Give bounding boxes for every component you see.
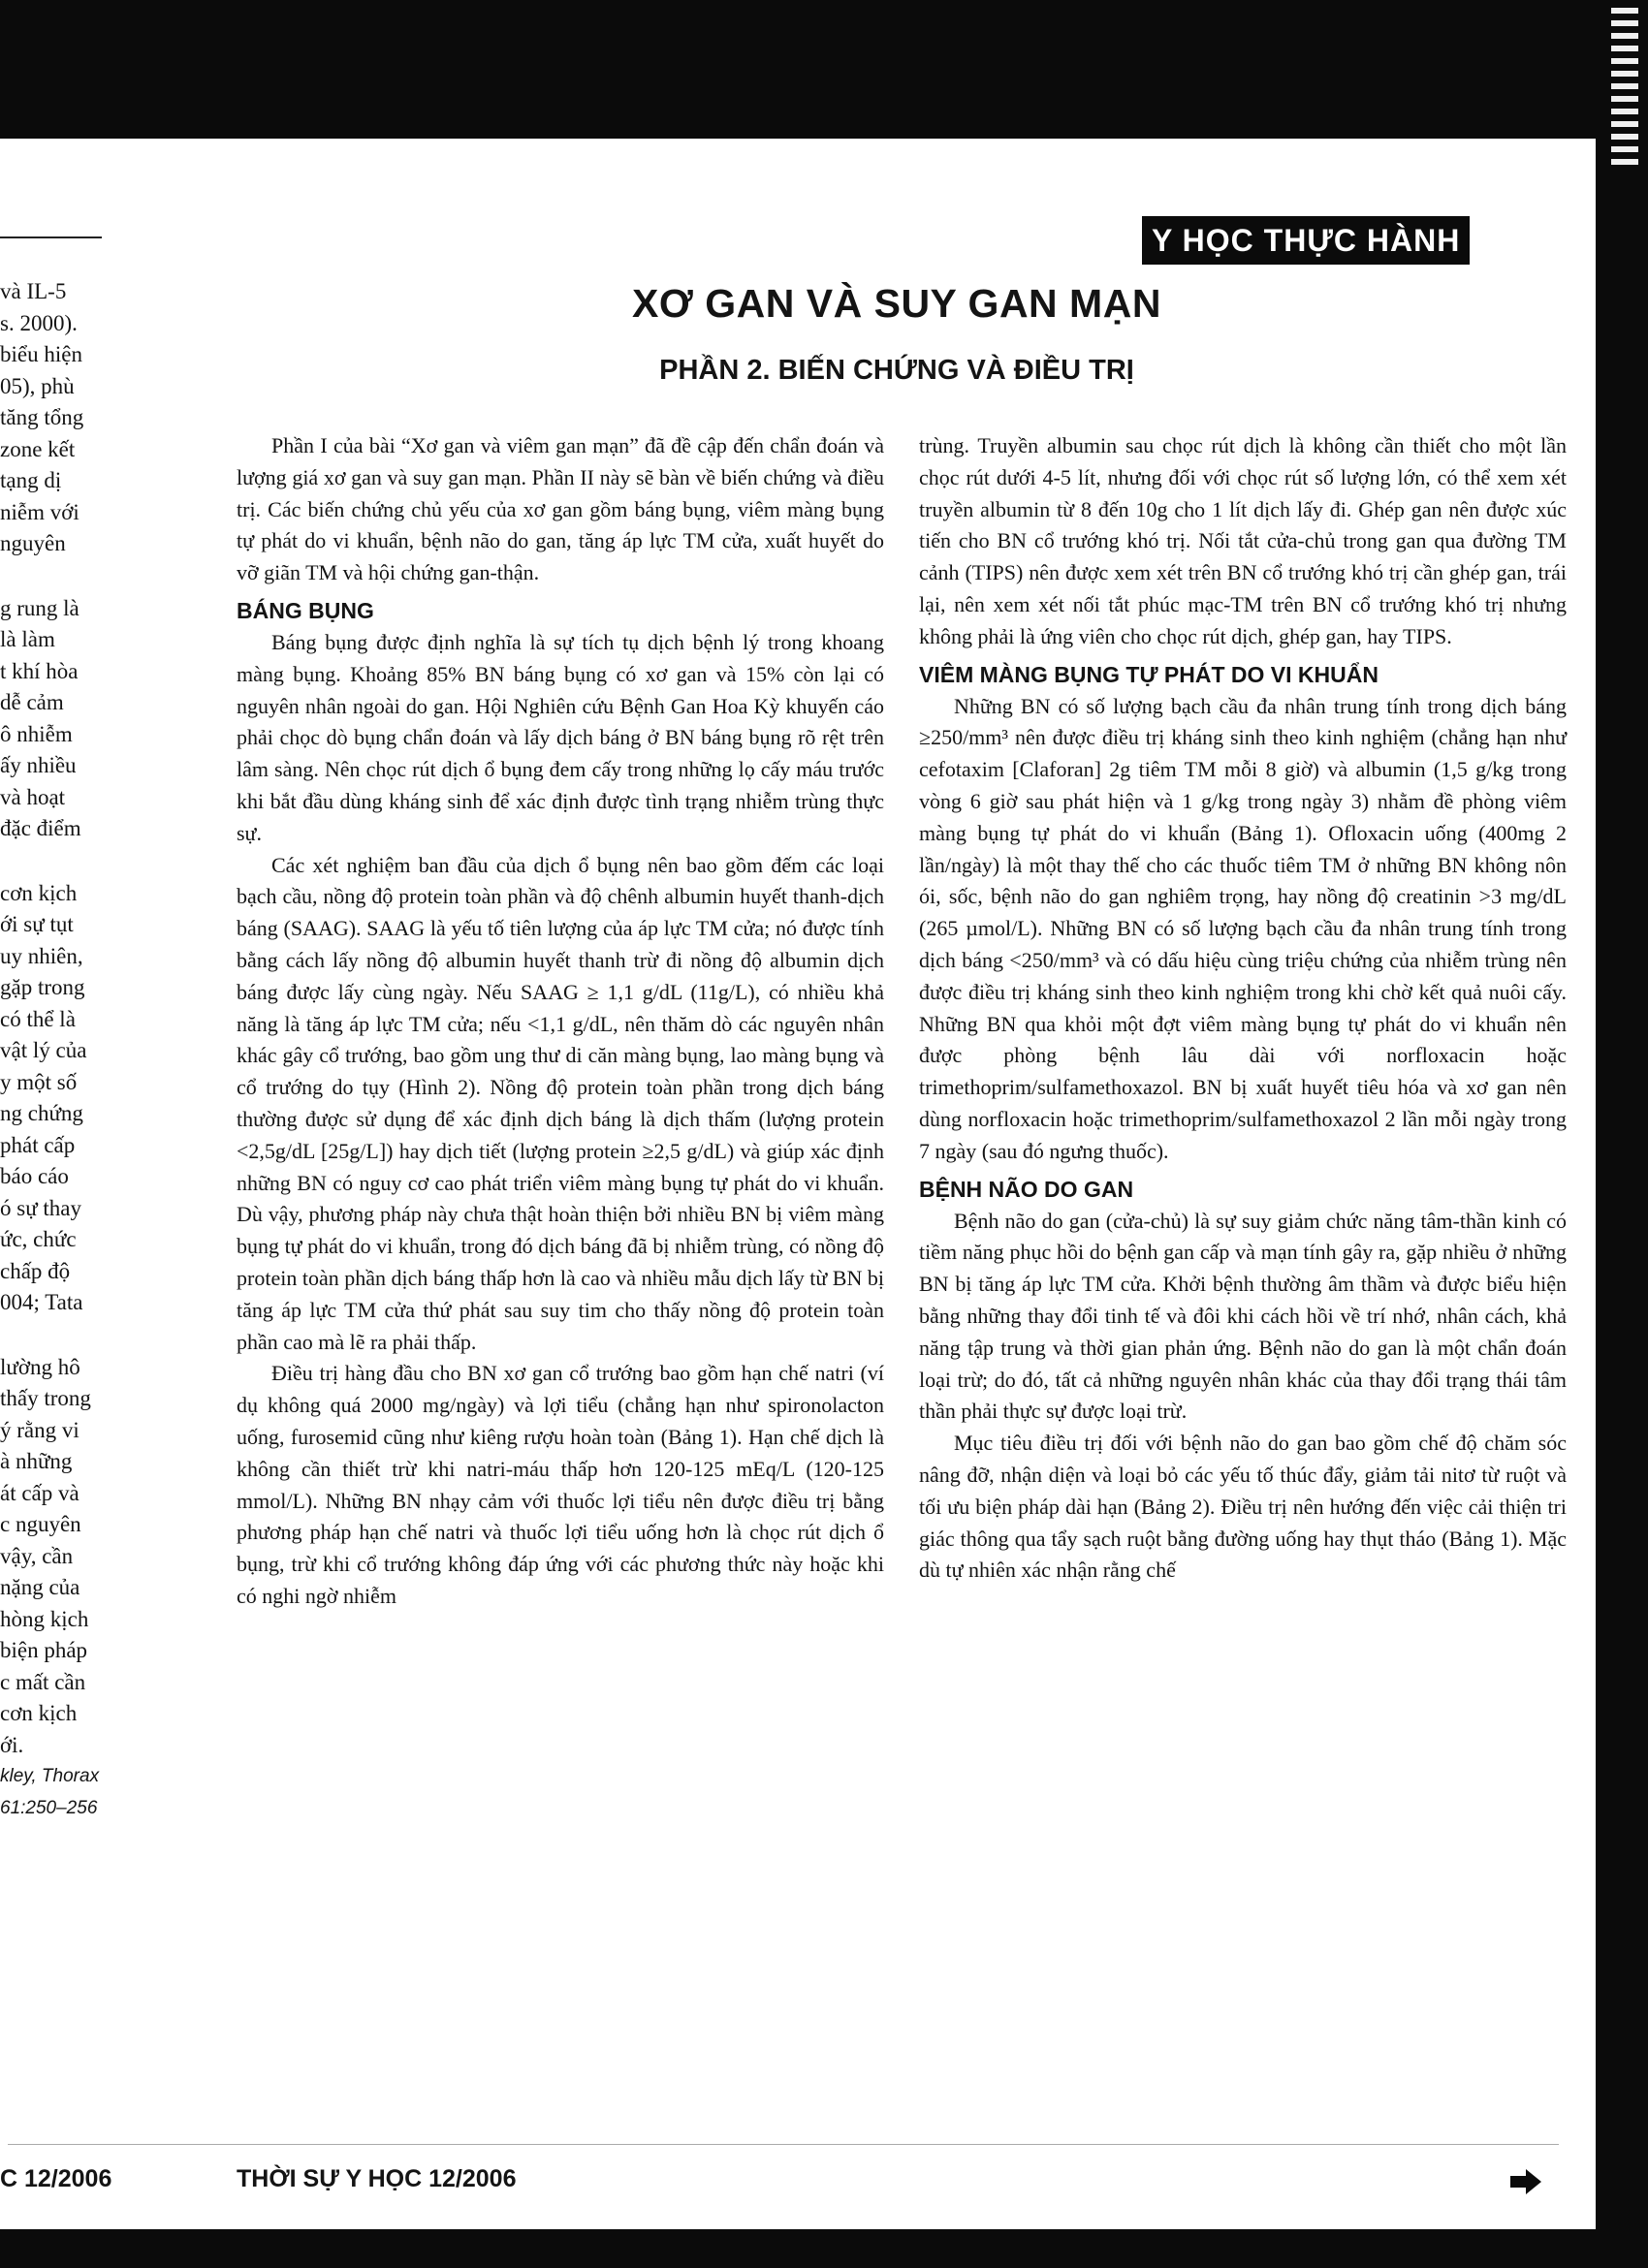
paragraph: Các xét nghiệm ban đầu của dịch ổ bụng nên bao gồm đếm các loại bạch cầu, nồng độ protein toàn phần và độ chênh albumin huyết thanh-dịch báng (SAAG). SAAG là yếu tố tiên lượng của áp lực TM cửa; nó được tính bằng cách lấy nồng độ albumin huyết thanh trừ đi nồng độ albumin dịch báng được lấy cùng ngày. Nếu SAAG ≥ 1,1 g/dL (11g/L), có nhiều khả năng là tăng áp lực TM cửa; nếu <1,1 g/dL, nên thăm dò các nguyên nhân khác gây cổ trướng, bao gồm ung thư di căn màng bụng, lao màng bụng và cổ trướng do tụy (Hình 2). Nồng độ protein toàn phần trong dịch báng thường được sử dụng để xác định dịch báng là dịch thấm (lượng protein <2,5g/dL [25g/L]) hay dịch tiết (lượng protein ≥2,5 g/dL) và giúp xác định những BN có nguy cơ cao phát triển viêm màng bụng tự phát do vi khuẩn. Dù vậy, phương pháp này chưa thật hoàn thiện bởi nhiều BN bị viêm màng bụng tự phát do vi khuẩn, trong đó dịch báng đã bị nhiễm trùng, có nồng độ protein toàn phần dịch báng thấp hơn là cao và nhiều mẫu dịch lấy từ BN bị tăng áp lực TM cửa thứ phát sau suy tim cho thấy nồng độ protein toàn phần cao mà lẽ ra phải thấp. — [237, 852, 884, 1354]
left-page-rule — [0, 236, 102, 238]
fragment-line: gặp trong — [0, 975, 85, 999]
scan-top-border — [0, 0, 1648, 139]
article-title: XƠ GAN VÀ SUY GAN MẠN — [632, 281, 1161, 326]
fragment-line: ô nhiễm — [0, 721, 73, 746]
paragraph: Điều trị hàng đầu cho BN xơ gan cổ trướng bao gồm hạn chế natri (ví dụ không quá 2000 mg/ngày) và lợi tiểu (chẳng hạn như spironolacton uống, furosemid cũng như kiêng rượu hoàn toàn (Bảng 1). Hạn chế dịch là không cần thiết trừ khi natri-máu thấp hơn 120-125 mEq/L (120-125 mmol/L). Những BN nhạy cảm với thuốc lợi tiểu nên được điều trị bằng phương pháp hạn chế natri và thuốc lợi tiểu uống hơn là chọc rút dịch ổ bụng, trừ khi cổ trướng không đáp ứng với các phương thức này hoặc khi có nghi ngờ nhiễm — [237, 1361, 884, 1608]
fragment-line: c mất cần — [0, 1669, 86, 1694]
heading-sbp: VIÊM MÀNG BỤNG TỰ PHÁT DO VI KHUẨN — [919, 661, 1379, 687]
fragment-line: tăng tổng — [0, 405, 84, 429]
page-turn-arrow-icon — [1508, 2167, 1543, 2196]
fragment-line: c nguyên — [0, 1512, 81, 1536]
paragraph: trùng. Truyền albumin sau chọc rút dịch là không cần thiết cho một lần chọc rút dưới 4-5 lít, nhưng đối với chọc rút số lượng lớn, có thể xem xét truyền albumin từ 8 đến 10g cho 1 lít dịch lấy đi. Ghép gan nên được xúc tiến cho BN cổ trướng khó trị. Nối tắt cửa-chủ trong gan qua đường TM cảnh (TIPS) nên được xem xét trên BN cổ trướng khó trị cần ghép gan, trái lại, nên xem xét nối tắt phúc mạc-TM trên BN cổ trướng khó trị nhưng không phải là ứng viên cho chọc rút dịch, ghép gan, hay TIPS. — [919, 433, 1567, 648]
registration-marks — [1611, 8, 1638, 192]
fragment-line: hòng kịch — [0, 1606, 89, 1631]
scan-bottom-border — [0, 2229, 1648, 2268]
paragraph: Bệnh não do gan (cửa-chủ) là sự suy giảm chức năng tâm-thần kinh có tiềm năng phục hồi do bệnh gan cấp và mạn tính gây ra, gặp nhiều ở những BN bị tăng áp lực TM cửa. Khởi bệnh thường âm thầm và được biểu hiện bằng những thay đổi tinh tế và đôi khi cách hồi về trí nhớ, nhân cách, khả năng tập trung và thời gian phản ứng. Bệnh não do gan là một chẩn đoán loại trừ; do đó, tất cả những nguyên nhân khác của thay đổi trạng thái tâm thần phải thực sự được loại trừ. — [919, 1208, 1567, 1424]
fragment-line: niễm với — [0, 499, 79, 524]
fragment-line: ng chứng — [0, 1101, 83, 1125]
fragment-line: ấy nhiều — [0, 753, 77, 777]
fragment-line: zone kết — [0, 436, 76, 461]
heading-ascites: BÁNG BỤNG — [237, 597, 374, 623]
fragment-line: và IL-5 — [0, 279, 67, 303]
fragment-reference: 61:250–256 — [0, 1797, 98, 1818]
fragment-line: chấp độ — [0, 1258, 71, 1283]
footer-rule — [8, 2144, 1559, 2145]
fragment-line: 05), phù — [0, 373, 75, 398]
fragment-line: ới. — [0, 1732, 24, 1757]
fragment-line: ới sự tụt — [0, 912, 74, 936]
footer-left-fragment: C 12/2006 — [0, 2165, 112, 2192]
fragment-line: biện pháp — [0, 1638, 88, 1662]
fragment-line: dễ cảm — [0, 690, 64, 714]
fragment-line: t khí hòa — [0, 658, 79, 683]
footer-journal-issue: THỜI SỰ Y HỌC 12/2006 — [237, 2165, 517, 2192]
fragment-line: báo cáo — [0, 1164, 69, 1188]
fragment-line: ức, chức — [0, 1227, 77, 1251]
previous-page-fragment — [0, 276, 114, 1824]
fragment-line: vật lý của — [0, 1038, 87, 1062]
paragraph: Những BN có số lượng bạch cầu đa nhân trung tính trong dịch báng ≥250/mm³ nên được điều trị kháng sinh theo kinh nghiệm (chẳng hạn như cefotaxim [Claforan] 2g tiêm TM mỗi 8 giờ) và albumin (1,5 g/kg trong vòng 6 giờ sau phát hiện và 1 g/kg trong ngày 3) nhằm đề phòng viêm màng bụng tự phát do vi khuẩn (Bảng 1). Ofloxacin uống (400mg 2 lần/ngày) là một thay thế cho các thuốc tiêm TM ở những BN không nôn ói, sốc, bệnh não do gan nghiêm trọng, hay nồng độ creatinin >3 mg/dL (265 µmol/L). Những BN có số lượng bạch cầu đa nhân trung tính trong dịch báng <250/mm³ và có dấu hiệu cùng triệu chứng của nhiễm trùng nên được điều trị kháng sinh theo kinh nghiệm trong khi chờ kết quả nuôi cấy. Những BN qua khỏi một đợt viêm màng bụng tự phát do vi khuẩn nên được phòng bệnh lâu dài với norfloxacin hoặc trimethoprim/sulfamethoxazol. BN bị xuất huyết tiêu hóa và xơ gan nên dùng norfloxacin hoặc trimethoprim/sulfamethoxazol 2 lần mỗi ngày trong 7 ngày (sau đó ngưng thuốc). — [919, 693, 1567, 1163]
fragment-line: uy nhiên, — [0, 943, 83, 968]
fragment-line: át cấp và — [0, 1480, 79, 1505]
scan-right-border — [1596, 0, 1648, 2268]
fragment-line: cơn kịch — [0, 880, 78, 905]
text-column-right — [919, 430, 1567, 1587]
fragment-line: lường hô — [0, 1354, 80, 1379]
fragment-line: thấy trong — [0, 1386, 91, 1410]
paragraph: Mục tiêu điều trị đối với bệnh não do gan bao gồm chế độ chăm sóc nâng đỡ, nhận diện và loại bỏ các yếu tố thúc đẩy, giảm tải nitơ từ ruột và tối ưu biện pháp dài hạn (Bảng 2). Điều trị nên hướng đến việc cải thiện tri giác thông qua tẩy sạch ruột bằng đường uống hay thụt tháo (Bảng 1). Mặc dù tự nhiên xác nhận rằng chế — [919, 1431, 1567, 1583]
text-column-left — [237, 430, 884, 1613]
fragment-line: à những — [0, 1449, 73, 1473]
fragment-line: y một số — [0, 1069, 78, 1094]
fragment-line: cơn kịch — [0, 1701, 78, 1725]
fragment-line: g rung là — [0, 595, 79, 620]
fragment-line: ó sự thay — [0, 1195, 82, 1220]
fragment-line: ý rằng vi — [0, 1417, 79, 1442]
fragment-line: nặng của — [0, 1575, 80, 1599]
heading-hepatic-encephalopathy: BỆNH NÃO DO GAN — [919, 1176, 1134, 1202]
fragment-line: và hoạt — [0, 784, 66, 809]
fragment-line: là làm — [0, 627, 55, 651]
fragment-line: tạng dị — [0, 468, 62, 492]
fragment-line: 004; Tata — [0, 1290, 83, 1314]
intro-paragraph: Phần I của bài “Xơ gan và viêm gan mạn” đã đề cập đến chẩn đoán và lượng giá xơ gan và suy gan mạn. Phần II này sẽ bàn về biến chứng và điều trị. Các biến chứng chủ yếu của xơ gan gồm báng bụng, viêm màng bụng tự phát do vi khuẩn, bệnh não do gan, tăng áp lực TM cửa, xuất huyết do vỡ giãn TM và hội chứng gan-thận. — [237, 433, 884, 585]
fragment-line: biểu hiện — [0, 342, 82, 366]
fragment-line: nguyên — [0, 531, 66, 555]
fragment-reference: kley, Thorax — [0, 1766, 100, 1786]
paragraph: Báng bụng được định nghĩa là sự tích tụ dịch bệnh lý trong khoang màng bụng. Khoảng 85% BN báng bụng có xơ gan và 15% còn lại có nguyên nhân ngoài do gan. Hội Nghiên cứu Bệnh Gan Hoa Kỳ khuyến cáo phải chọc dò bụng chẩn đoán và lấy dịch báng ở BN báng bụng rõ rệt trên lâm sàng. Nên chọc rút dịch ổ bụng đem cấy trong những lọ cấy máu trước khi bắt đầu dùng kháng sinh để xác định được tình trạng nhiễm trùng thực sự. — [237, 629, 884, 845]
article-subtitle: PHẦN 2. BIẾN CHỨNG VÀ ĐIỀU TRỊ — [659, 355, 1134, 386]
fragment-line: s. 2000). — [0, 310, 78, 335]
section-tag: Y HỌC THỰC HÀNH — [1142, 216, 1470, 265]
fragment-line: đặc điểm — [0, 816, 81, 840]
fragment-line: vậy, cần — [0, 1543, 74, 1568]
fragment-line: có thể là — [0, 1006, 76, 1031]
fragment-line: phát cấp — [0, 1132, 76, 1157]
